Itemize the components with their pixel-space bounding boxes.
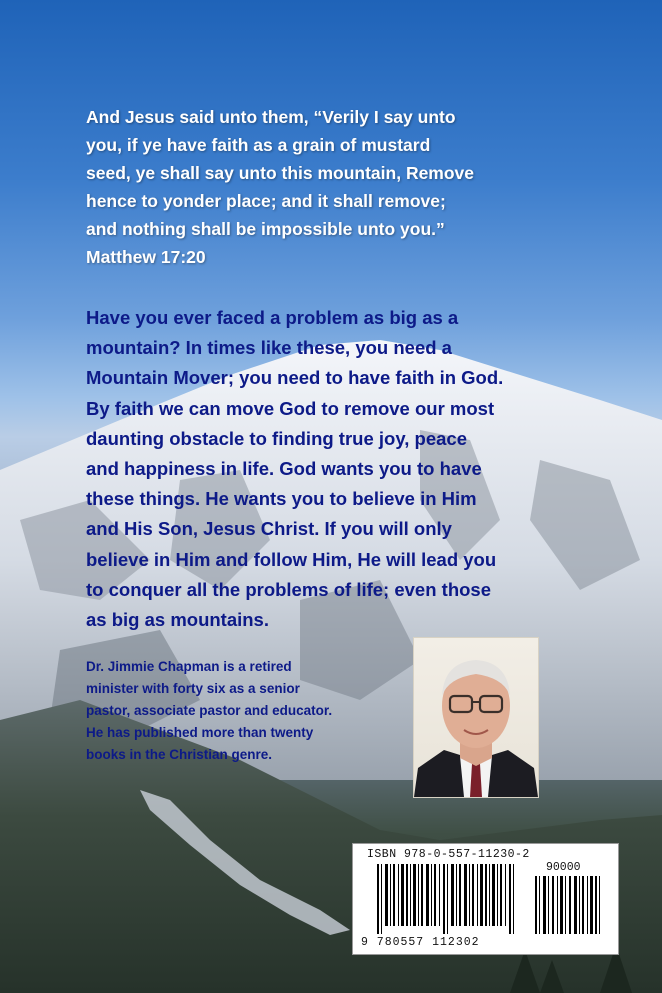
author-photo — [413, 637, 539, 798]
description-line: to conquer all the problems of life; even those — [86, 578, 492, 600]
description-line: these things. He wants you to believe in Him — [86, 488, 477, 510]
quote-line: And Jesus said unto them, “Verily I say unto — [86, 107, 456, 127]
quote-line: and nothing shall be impossible unto you.” — [86, 219, 445, 239]
bio-line: pastor, associate pastor and educator. — [86, 703, 333, 718]
scripture-quote — [86, 103, 556, 271]
description-line: and happiness in life. God wants you to have — [86, 458, 482, 480]
bio-line: minister with forty six as a senior — [86, 681, 300, 696]
book-description — [86, 303, 586, 635]
addon-barcode-bars-icon — [535, 876, 601, 934]
description-line: Have you ever faced a problem as big as a — [86, 307, 459, 328]
author-bio — [86, 656, 396, 766]
description-line: daunting obstacle to finding true joy, peace — [86, 427, 467, 449]
description-line: By faith we can move God to remove our most — [86, 397, 495, 419]
bio-line: books in the Christian genre. — [86, 747, 273, 762]
quote-line: hence to yonder place; and it shall remove; — [86, 191, 446, 211]
isbn-barcode — [352, 843, 619, 955]
description-line: and His Son, Jesus Christ. If you will only — [86, 518, 452, 540]
description-line: believe in Him and follow Him, He will lead you — [86, 548, 497, 570]
barcode-bars-icon — [377, 864, 517, 934]
price-code: 90000 — [546, 861, 581, 874]
ean-digits: 9 780557 112302 — [361, 936, 480, 949]
scripture-reference: Matthew 17:20 — [86, 247, 206, 267]
description-line: mountain? In times like these, you need a — [86, 337, 452, 359]
quote-line: seed, ye shall say unto this mountain, Remove — [86, 163, 475, 183]
description-line: as big as mountains. — [86, 609, 269, 631]
isbn-label: ISBN 978-0-557-11230-2 — [367, 848, 530, 861]
bio-line: He has published more than twenty — [86, 725, 314, 740]
description-line: Mountain Mover; you need to have faith in God. — [86, 367, 504, 389]
quote-line: you, if ye have faith as a grain of mustard — [86, 135, 431, 155]
bio-line: Dr. Jimmie Chapman is a retired — [86, 659, 292, 674]
